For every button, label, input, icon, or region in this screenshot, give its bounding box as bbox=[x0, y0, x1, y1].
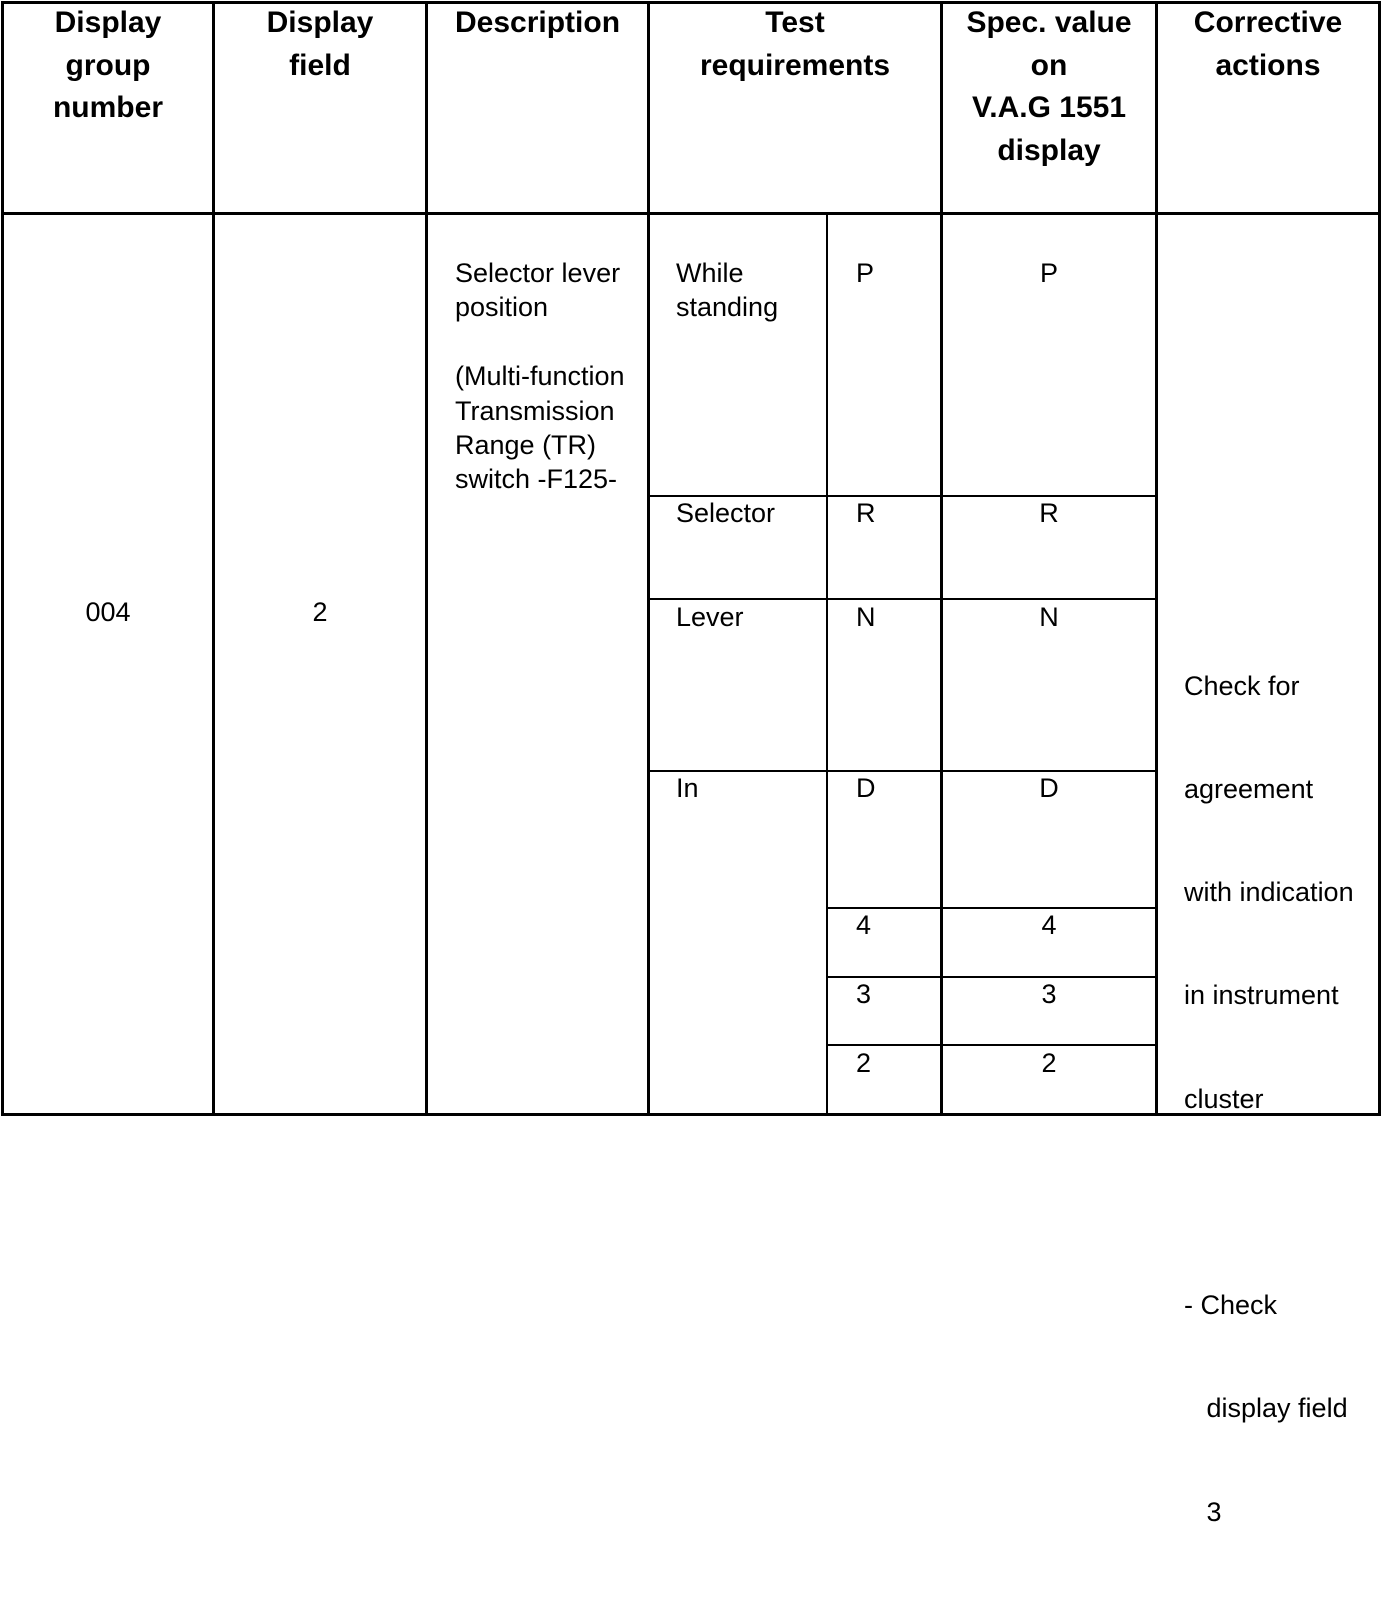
header-divider bbox=[1, 212, 1381, 215]
position-4: 4 bbox=[856, 910, 872, 940]
column-divider bbox=[1155, 1, 1158, 1116]
position-d: D bbox=[856, 773, 876, 803]
column-divider bbox=[212, 1, 215, 1116]
subcolumn-divider bbox=[826, 212, 828, 1116]
header-display-field: Display field bbox=[266, 6, 374, 82]
spec-value-3: 3 bbox=[1041, 979, 1057, 1009]
condition-while-standing: While standing bbox=[676, 258, 779, 323]
condition-in: In bbox=[676, 773, 699, 803]
position-2: 2 bbox=[856, 1048, 872, 1078]
description-cell: Selector lever position (Multi-function Transmission Range (TR) switch -F125- bbox=[455, 258, 625, 495]
position-r: R bbox=[856, 498, 876, 528]
corrective-actions-cell: Check for agreement with indication in instrument cluster - Check display field 3 bbox=[1184, 670, 1354, 1527]
header-corrective-actions: Corrective actions bbox=[1193, 6, 1343, 82]
condition-lever: Lever bbox=[676, 602, 744, 632]
spec-value-4: 4 bbox=[1041, 910, 1057, 940]
header-display-group-number: Display group number bbox=[52, 6, 163, 124]
spec-value-n: N bbox=[1039, 602, 1059, 632]
spec-value-r: R bbox=[1039, 498, 1059, 528]
position-n: N bbox=[856, 602, 876, 632]
spec-value-2: 2 bbox=[1041, 1048, 1057, 1078]
header-test-requirements: Test requirements bbox=[699, 6, 891, 82]
position-p: P bbox=[856, 258, 875, 288]
header-description: Description bbox=[454, 6, 621, 39]
condition-selector: Selector bbox=[676, 498, 776, 528]
column-divider bbox=[425, 1, 428, 1116]
spec-value-p: P bbox=[1039, 258, 1058, 288]
column-divider bbox=[647, 1, 650, 1116]
spec-value-d: D bbox=[1039, 773, 1059, 803]
table-border-right bbox=[1378, 1, 1381, 1116]
display-group-number-value: 004 bbox=[85, 597, 131, 627]
table-border-bottom bbox=[1, 1113, 1381, 1116]
display-field-value: 2 bbox=[312, 597, 328, 627]
position-3: 3 bbox=[856, 979, 872, 1009]
table-border-left bbox=[1, 1, 4, 1116]
header-spec-value: Spec. value on V.A.G 1551 display bbox=[966, 6, 1132, 167]
